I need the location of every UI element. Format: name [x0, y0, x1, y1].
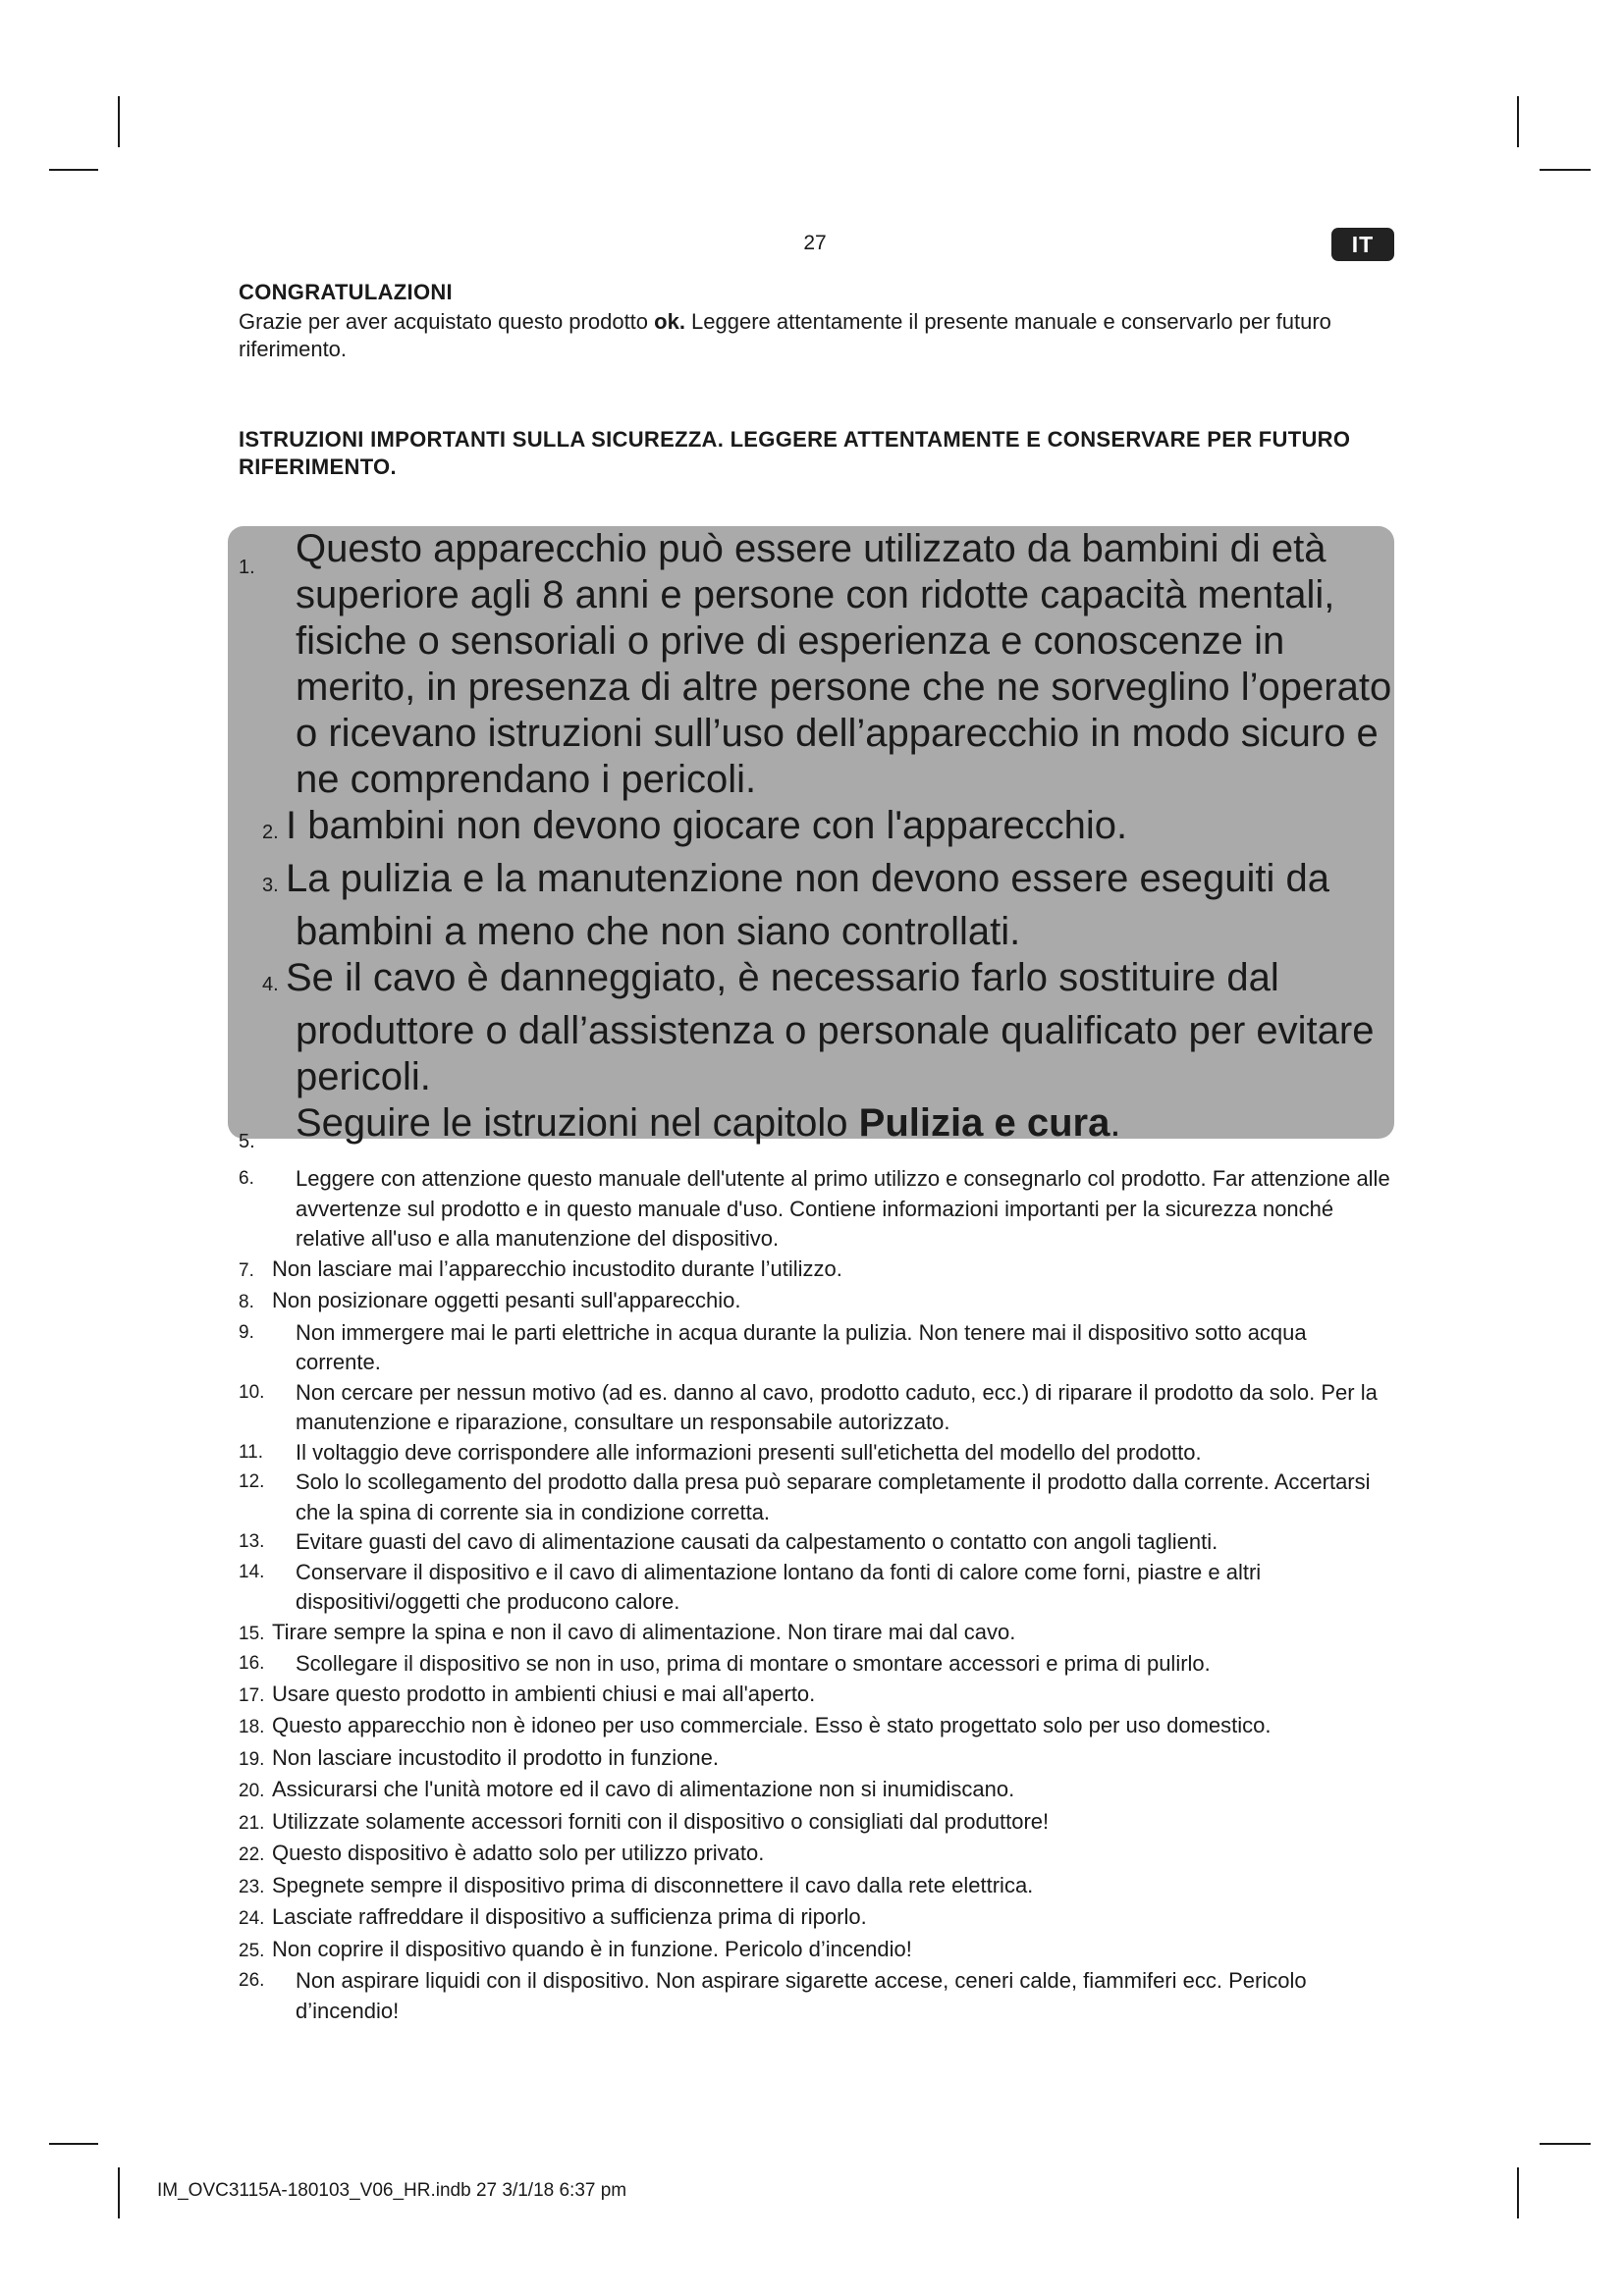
- list-item: [239, 1468, 1397, 1527]
- item-text-after: .: [1110, 1101, 1121, 1145]
- item-number: 22.: [239, 1844, 265, 1865]
- crop-mark: [1517, 96, 1519, 147]
- list-item: [239, 1318, 1397, 1378]
- item-number: 15.: [239, 1623, 265, 1644]
- item-text: Non immergere mai le parti elettriche in acqua durante la pulizia. Non tenere mai il dispositivo sotto acqua corrente.: [296, 1319, 1307, 1374]
- item-text: Evitare guasti del cavo di alimentazione causati da calpestamento o contatto con angoli taglienti.: [296, 1529, 1218, 1554]
- list-item: [239, 1711, 1397, 1743]
- list-item: [239, 1618, 1397, 1650]
- congratulations-title: CONGRATULAZIONI: [239, 280, 453, 304]
- item-bold-reference: Pulizia e cura: [858, 1101, 1110, 1145]
- item-number: 3.: [262, 875, 279, 896]
- item-number: 2.: [262, 822, 279, 843]
- item-text: La pulizia e la manutenzione non devono essere eseguiti da bambini a meno che non siano controllati.: [286, 857, 1329, 953]
- item-number: 1.: [239, 557, 255, 578]
- list-item: [239, 1680, 1397, 1712]
- list-item: [239, 955, 1392, 1100]
- item-number: 23.: [239, 1876, 265, 1897]
- list-item: [239, 526, 1392, 803]
- item-number: 12.: [239, 1471, 265, 1492]
- safety-heading: ISTRUZIONI IMPORTANTI SULLA SICUREZZA. LEGGERE ATTENTAMENTE E CONSERVARE PER FUTURO RIFERIMENTO.: [239, 427, 1351, 479]
- list-item: [239, 1527, 1397, 1558]
- item-number: 13.: [239, 1531, 265, 1552]
- item-number: 6.: [239, 1168, 254, 1189]
- item-number: 25.: [239, 1940, 265, 1961]
- item-number: 4.: [262, 974, 279, 995]
- item-text: Non coprire il dispositivo quando è in funzione. Pericolo d’incendio!: [272, 1936, 912, 1961]
- item-text: Se il cavo è danneggiato, è necessario farlo sostituire dal produttore o dall’assistenza o personale qualificato per evitare pericoli.: [286, 956, 1375, 1098]
- item-number: 5.: [239, 1131, 255, 1152]
- crop-mark: [118, 2167, 120, 2218]
- item-text: Non posizionare oggetti pesanti sull'apparecchio.: [272, 1288, 741, 1312]
- item-number: 11.: [239, 1441, 264, 1463]
- item-text: Conservare il dispositivo e il cavo di alimentazione lontano da fonti di calore come forni, piastre e altri dispositivi/oggetti che producono calore.: [296, 1559, 1262, 1614]
- list-item: [239, 1743, 1397, 1776]
- safety-instructions-list: [239, 1164, 1397, 2026]
- item-text: Spegnete sempre il dispositivo prima di disconnettere il cavo dalla rete elettrica.: [272, 1872, 1034, 1897]
- intro-section: [239, 279, 1397, 481]
- item-text: Non cercare per nessun motivo (ad es. danno al cavo, prodotto caduto, ecc.) di riparare il prodotto da solo. Per la manutenzione e riparazione, consultare un responsabile autorizzato.: [296, 1379, 1378, 1434]
- page-number: 27: [803, 232, 827, 254]
- item-text: Tirare sempre la spina e non il cavo di alimentazione. Non tirare mai dal cavo.: [272, 1619, 1016, 1644]
- list-item: [239, 1255, 1397, 1287]
- list-item: [239, 1558, 1397, 1618]
- list-item: [239, 1378, 1397, 1438]
- list-item: [239, 1164, 1397, 1255]
- item-text-before: Seguire le istruzioni nel capitolo: [296, 1101, 859, 1145]
- item-number: 9.: [239, 1321, 254, 1343]
- intro-text-before: Grazie per aver acquistato questo prodotto: [239, 309, 655, 334]
- list-item: [239, 1935, 1397, 1967]
- item-text: Questo apparecchio non è idoneo per uso commerciale. Esso è stato progettato solo per uso domestico.: [272, 1713, 1272, 1737]
- list-item: [239, 1871, 1397, 1903]
- item-text: Scollegare il dispositivo se non in uso, prima di montare o smontare accessori e prima di pulirlo.: [296, 1651, 1211, 1676]
- item-text: Usare questo prodotto in ambienti chiusi e mai all'aperto.: [272, 1681, 816, 1706]
- item-number: 10.: [239, 1381, 265, 1403]
- highlighted-safety-list: [239, 526, 1392, 1152]
- item-number: 18.: [239, 1717, 265, 1737]
- item-number: 19.: [239, 1748, 265, 1770]
- item-number: 21.: [239, 1812, 265, 1834]
- item-number: 24.: [239, 1908, 265, 1929]
- item-text: Assicurarsi che l'unità motore ed il cavo di alimentazione non si inumidiscano.: [272, 1777, 1015, 1801]
- crop-mark: [49, 2143, 98, 2145]
- item-number: 20.: [239, 1781, 265, 1801]
- item-number: 8.: [239, 1292, 254, 1312]
- crop-mark: [118, 96, 120, 147]
- item-number: 7.: [239, 1259, 254, 1281]
- item-text: Il voltaggio deve corrispondere alle informazioni presenti sull'etichetta del modello del prodotto.: [296, 1439, 1202, 1465]
- item-text: Leggere con attenzione questo manuale dell'utente al primo utilizzo e consegnarlo col prodotto. Far attenzione alle avvertenze sul prodotto e in questo manuale d'uso. Contiene informazioni importanti per la sicurezza nonché relative all'uso e alla manutenzione del dispositivo.: [296, 1166, 1390, 1251]
- item-text: Questo apparecchio può essere utilizzato da bambini di età superiore agli 8 anni e persone con ridotte capacità mentali, fisiche o sensoriali o prive di esperienza e conoscenze in merito, in presenza di altre persone che ne sorveglino l’operato o ricevano istruzioni sull’uso dell’apparecchio in modo sicuro e ne comprendano i pericoli.: [296, 527, 1392, 801]
- list-item: [239, 1807, 1397, 1840]
- item-text: Questo dispositivo è adatto solo per utilizzo privato.: [272, 1841, 765, 1865]
- item-number: 16.: [239, 1653, 265, 1674]
- item-number: 14.: [239, 1561, 265, 1582]
- item-text: I bambini non devono giocare con l'apparecchio.: [286, 804, 1128, 847]
- list-item: [239, 1649, 1397, 1680]
- item-text: Non lasciare incustodito il prodotto in funzione.: [272, 1744, 719, 1770]
- crop-mark: [1517, 2167, 1519, 2218]
- brand-name: ok.: [654, 309, 685, 334]
- list-item: [239, 1839, 1397, 1871]
- list-item: [239, 1100, 1392, 1152]
- crop-mark: [1540, 169, 1591, 171]
- crop-mark: [1540, 2143, 1591, 2145]
- language-badge: IT: [1331, 228, 1394, 261]
- congratulations-text: [239, 308, 1397, 363]
- intro-text-after: Leggere attentamente il presente manuale e conservarlo per futuro riferimento.: [239, 309, 1331, 361]
- list-item: [239, 856, 1392, 955]
- list-item: [239, 803, 1392, 856]
- list-item: [239, 1966, 1397, 2026]
- list-item: [239, 1286, 1397, 1318]
- item-text: Utilizzate solamente accessori forniti con il dispositivo o consigliati dal produttore!: [272, 1808, 1050, 1834]
- item-text: Non aspirare liquidi con il dispositivo. Non aspirare sigarette accese, ceneri calde, fiammiferi ecc. Pericolo d’incendio!: [296, 1968, 1307, 2023]
- print-slug: IM_OVC3115A-180103_V06_HR.indb 27 3/1/18 6:37 pm: [157, 2180, 627, 2201]
- item-text: Non lasciare mai l’apparecchio incustodito durante l’utilizzo.: [272, 1255, 842, 1281]
- item-text: Lasciate raffreddare il dispositivo a sufficienza prima di riporlo.: [272, 1904, 867, 1929]
- item-number: 26.: [239, 1970, 265, 1991]
- list-item: [239, 1438, 1397, 1468]
- list-item: [239, 1775, 1397, 1807]
- crop-mark: [49, 169, 98, 171]
- item-number: 17.: [239, 1684, 265, 1706]
- list-item: [239, 1902, 1397, 1935]
- item-text: Solo lo scollegamento del prodotto dalla presa può separare completamente il prodotto dalla corrente. Accertarsi che la spina di corrente sia in condizione corretta.: [296, 1469, 1371, 1524]
